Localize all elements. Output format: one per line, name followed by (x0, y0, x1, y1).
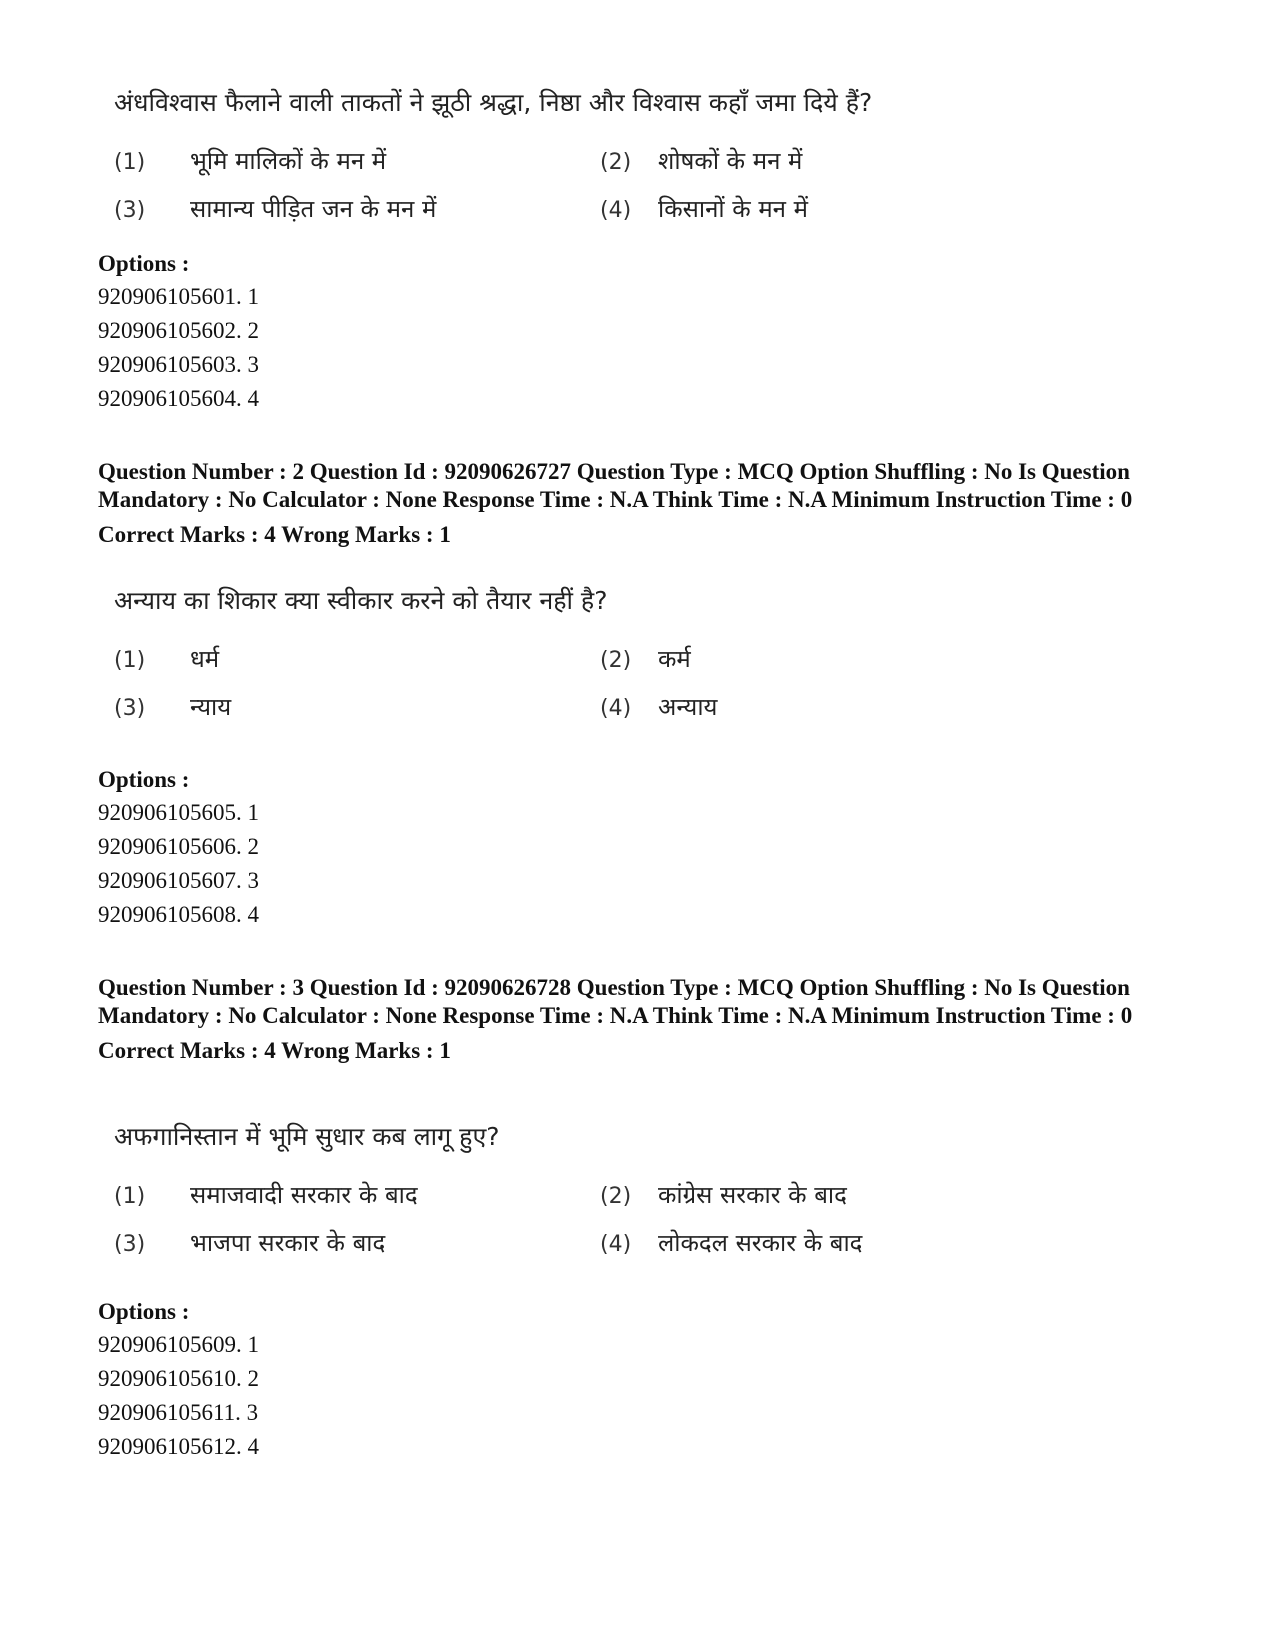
choice-text: किसानों के मन में (658, 195, 808, 223)
option-line: 920906105603. 3 (98, 352, 259, 377)
option-line: 920906105604. 4 (98, 386, 259, 411)
option-line: 920906105607. 3 (98, 868, 259, 893)
question-3-choice-4 (600, 1226, 862, 1259)
option-line: 920906105606. 2 (98, 834, 259, 859)
question-2-block (98, 586, 1178, 738)
choice-number: (2) (600, 150, 632, 175)
choice-number: (3) (114, 198, 146, 223)
option-line: 920906105605. 1 (98, 800, 259, 825)
question-1-block (98, 88, 1178, 240)
question-2-options (98, 764, 1178, 932)
question-2-header (98, 458, 1178, 550)
option-line: 920906105609. 1 (98, 1332, 259, 1357)
question-2-choices-row-2 (98, 690, 1178, 738)
choice-number: (2) (600, 1184, 632, 1209)
choice-number: (1) (114, 648, 146, 673)
choice-text: कांग्रेस सरकार के बाद (658, 1181, 847, 1209)
question-2-marks: Correct Marks : 4 Wrong Marks : 1 (98, 522, 451, 547)
choice-number: (4) (600, 1232, 632, 1257)
choice-number: (4) (600, 198, 632, 223)
choice-number: (4) (600, 696, 632, 721)
question-3-block (98, 1122, 1178, 1274)
choice-text: न्याय (190, 693, 232, 721)
choice-number: (3) (114, 1232, 146, 1257)
question-3-options (98, 1296, 1178, 1464)
choice-text: अन्याय (658, 693, 718, 721)
question-2-choice-2 (600, 642, 691, 675)
question-1-choice-3 (114, 192, 436, 225)
option-line: 920906105611. 3 (98, 1400, 259, 1425)
question-3-choice-2 (600, 1178, 847, 1211)
question-1-text: अंधविश्वास फैलाने वाली ताकतों ने झूठी श्रद्धा, निष्ठा और विश्वास कहाँ जमा दिये हैं? (114, 88, 873, 117)
options-title: Options : (98, 251, 190, 276)
question-1-options (98, 248, 1178, 416)
option-line: 920906105602. 2 (98, 318, 259, 343)
choice-text: शोषकों के मन में (658, 147, 803, 175)
choice-text: भाजपा सरकार के बाद (190, 1229, 386, 1257)
options-title: Options : (98, 767, 190, 792)
question-1-choice-2 (600, 144, 802, 177)
choice-text: लोकदल सरकार के बाद (658, 1229, 863, 1257)
choice-text: भूमि मालिकों के मन में (190, 147, 387, 175)
question-1-choices-row-2 (98, 192, 1178, 240)
question-2-choice-4 (600, 690, 717, 723)
choice-number: (2) (600, 648, 632, 673)
option-line: 920906105601. 1 (98, 284, 259, 309)
question-1-choice-4 (600, 192, 808, 225)
question-3-choice-1 (114, 1178, 418, 1211)
question-3-meta: Question Number : 3 Question Id : 92090626728 Question Type : MCQ Option Shuffling : No Is Question Mandatory : No Calculator : None Response Time : N.A Think Time : N.A Minimum Instruction Time : 0 (98, 975, 1133, 1028)
options-title: Options : (98, 1299, 190, 1324)
question-2-meta: Question Number : 2 Question Id : 92090626727 Question Type : MCQ Option Shuffling : No Is Question Mandatory : No Calculator : None Response Time : N.A Think Time : N.A Minimum Instruction Time : 0 (98, 459, 1133, 512)
question-3-choice-3 (114, 1226, 385, 1259)
question-3-choices-row-2 (98, 1226, 1178, 1274)
choice-number: (1) (114, 150, 146, 175)
question-1-choice-1 (114, 144, 386, 177)
question-3-marks: Correct Marks : 4 Wrong Marks : 1 (98, 1038, 451, 1063)
choice-text: धर्म (190, 645, 220, 673)
choice-text: सामान्य पीड़ित जन के मन में (190, 195, 437, 223)
question-3-text: अफगानिस्तान में भूमि सुधार कब लागू हुए? (114, 1122, 500, 1151)
question-1-choices-row-1 (98, 144, 1178, 192)
choice-number: (3) (114, 696, 146, 721)
option-line: 920906105610. 2 (98, 1366, 259, 1391)
choice-text: कर्म (658, 645, 691, 673)
question-2-choice-1 (114, 642, 219, 675)
question-2-text: अन्याय का शिकार क्या स्वीकार करने को तैयार नहीं है? (114, 586, 608, 615)
question-3-choices-row-1 (98, 1178, 1178, 1226)
choice-number: (1) (114, 1184, 146, 1209)
question-2-choices-row-1 (98, 642, 1178, 690)
question-2-choice-3 (114, 690, 231, 723)
option-line: 920906105612. 4 (98, 1434, 259, 1459)
choice-text: समाजवादी सरकार के बाद (190, 1181, 418, 1209)
question-3-header (98, 974, 1178, 1066)
option-line: 920906105608. 4 (98, 902, 259, 927)
